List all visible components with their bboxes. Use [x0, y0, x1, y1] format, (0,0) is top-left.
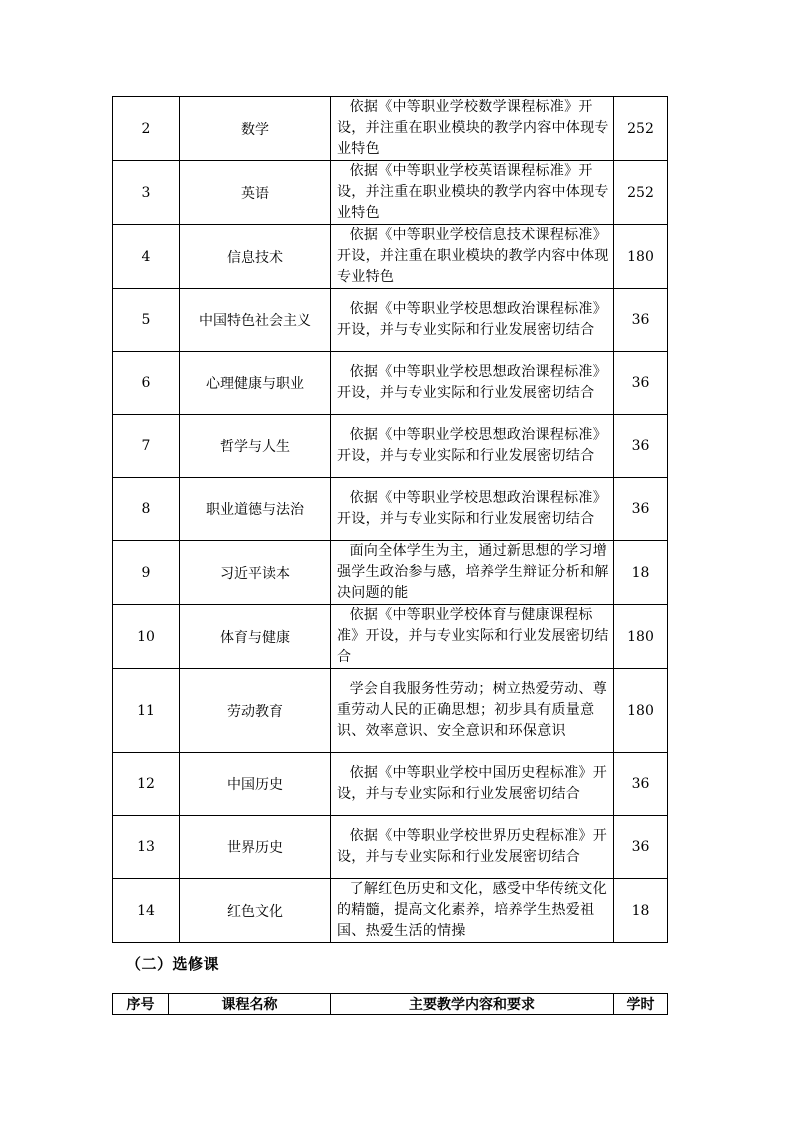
course-hours: 252 [614, 97, 668, 161]
course-description: 依据《中等职业学校世界历史程标准》开设，并与专业实际和行业发展密切结合 [331, 816, 614, 879]
table-row [113, 816, 668, 879]
course-name: 体育与健康 [180, 605, 331, 669]
table-row [113, 478, 668, 541]
table-row [113, 97, 668, 161]
course-description: 依据《中等职业学校思想政治课程标准》开设，并与专业实际和行业发展密切结合 [331, 352, 614, 415]
required-courses-table [112, 96, 668, 943]
course-hours: 36 [614, 415, 668, 478]
course-name: 世界历史 [180, 816, 331, 879]
course-description: 依据《中等职业学校数学课程标准》开设，并注重在职业模块的教学内容中体现专业特色 [331, 97, 614, 161]
course-description: 了解红色历史和文化，感受中华传统文化的精髓，提高文化素养，培养学生热爱祖国、热爱生活的情操 [331, 879, 614, 943]
course-name: 劳动教育 [180, 669, 331, 753]
course-description: 依据《中等职业学校思想政治课程标准》开设，并与专业实际和行业发展密切结合 [331, 289, 614, 352]
course-hours: 18 [614, 541, 668, 605]
course-hours: 36 [614, 753, 668, 816]
course-description: 依据《中等职业学校思想政治课程标准》开设，并与专业实际和行业发展密切结合 [331, 415, 614, 478]
course-hours: 36 [614, 352, 668, 415]
table-row [113, 541, 668, 605]
course-name: 红色文化 [180, 879, 331, 943]
course-description: 依据《中等职业学校英语课程标准》开设，并注重在职业模块的教学内容中体现专业特色 [331, 161, 614, 225]
course-number: 6 [113, 352, 180, 415]
table-row [113, 753, 668, 816]
header-description: 主要教学内容和要求 [331, 994, 614, 1015]
table-row [113, 879, 668, 943]
course-name: 数学 [180, 97, 331, 161]
course-number: 11 [113, 669, 180, 753]
course-description: 面向全体学生为主，通过新思想的学习增强学生政治参与感，培养学生辩证分析和解决问题的能 [331, 541, 614, 605]
course-hours: 18 [614, 879, 668, 943]
course-hours: 180 [614, 225, 668, 289]
course-description: 学会自我服务性劳动；树立热爱劳动、尊重劳动人民的正确思想；初步具有质量意识、效率意识、安全意识和环保意识 [331, 669, 614, 753]
course-name: 信息技术 [180, 225, 331, 289]
table-row [113, 415, 668, 478]
table-header-row [113, 994, 668, 1015]
header-hours: 学时 [614, 994, 668, 1015]
course-number: 8 [113, 478, 180, 541]
table-row [113, 669, 668, 753]
course-hours: 180 [614, 605, 668, 669]
table-row [113, 605, 668, 669]
course-name: 职业道德与法治 [180, 478, 331, 541]
course-name: 习近平读本 [180, 541, 331, 605]
header-number: 序号 [113, 994, 169, 1015]
course-number: 12 [113, 753, 180, 816]
table-row [113, 289, 668, 352]
course-description: 依据《中等职业学校中国历史程标准》开设，并与专业实际和行业发展密切结合 [331, 753, 614, 816]
course-number: 5 [113, 289, 180, 352]
course-hours: 36 [614, 816, 668, 879]
table-row [113, 225, 668, 289]
course-name: 哲学与人生 [180, 415, 331, 478]
course-number: 10 [113, 605, 180, 669]
course-number: 7 [113, 415, 180, 478]
course-description: 依据《中等职业学校思想政治课程标准》开设，并与专业实际和行业发展密切结合 [331, 478, 614, 541]
course-hours: 252 [614, 161, 668, 225]
table-row [113, 352, 668, 415]
course-name: 心理健康与职业 [180, 352, 331, 415]
course-number: 9 [113, 541, 180, 605]
section-heading-electives: （二）选修课 [126, 955, 220, 973]
course-description: 依据《中等职业学校信息技术课程标准》开设，并注重在职业模块的教学内容中体现专业特色 [331, 225, 614, 289]
course-name: 中国历史 [180, 753, 331, 816]
course-number: 14 [113, 879, 180, 943]
course-description: 依据《中等职业学校体育与健康课程标准》开设，并与专业实际和行业发展密切结合 [331, 605, 614, 669]
course-hours: 36 [614, 478, 668, 541]
header-course-name: 课程名称 [169, 994, 331, 1015]
course-hours: 180 [614, 669, 668, 753]
course-number: 2 [113, 97, 180, 161]
elective-courses-table [112, 993, 668, 1015]
course-name: 中国特色社会主义 [180, 289, 331, 352]
course-hours: 36 [614, 289, 668, 352]
course-number: 13 [113, 816, 180, 879]
course-name: 英语 [180, 161, 331, 225]
course-number: 4 [113, 225, 180, 289]
course-number: 3 [113, 161, 180, 225]
table-row [113, 161, 668, 225]
